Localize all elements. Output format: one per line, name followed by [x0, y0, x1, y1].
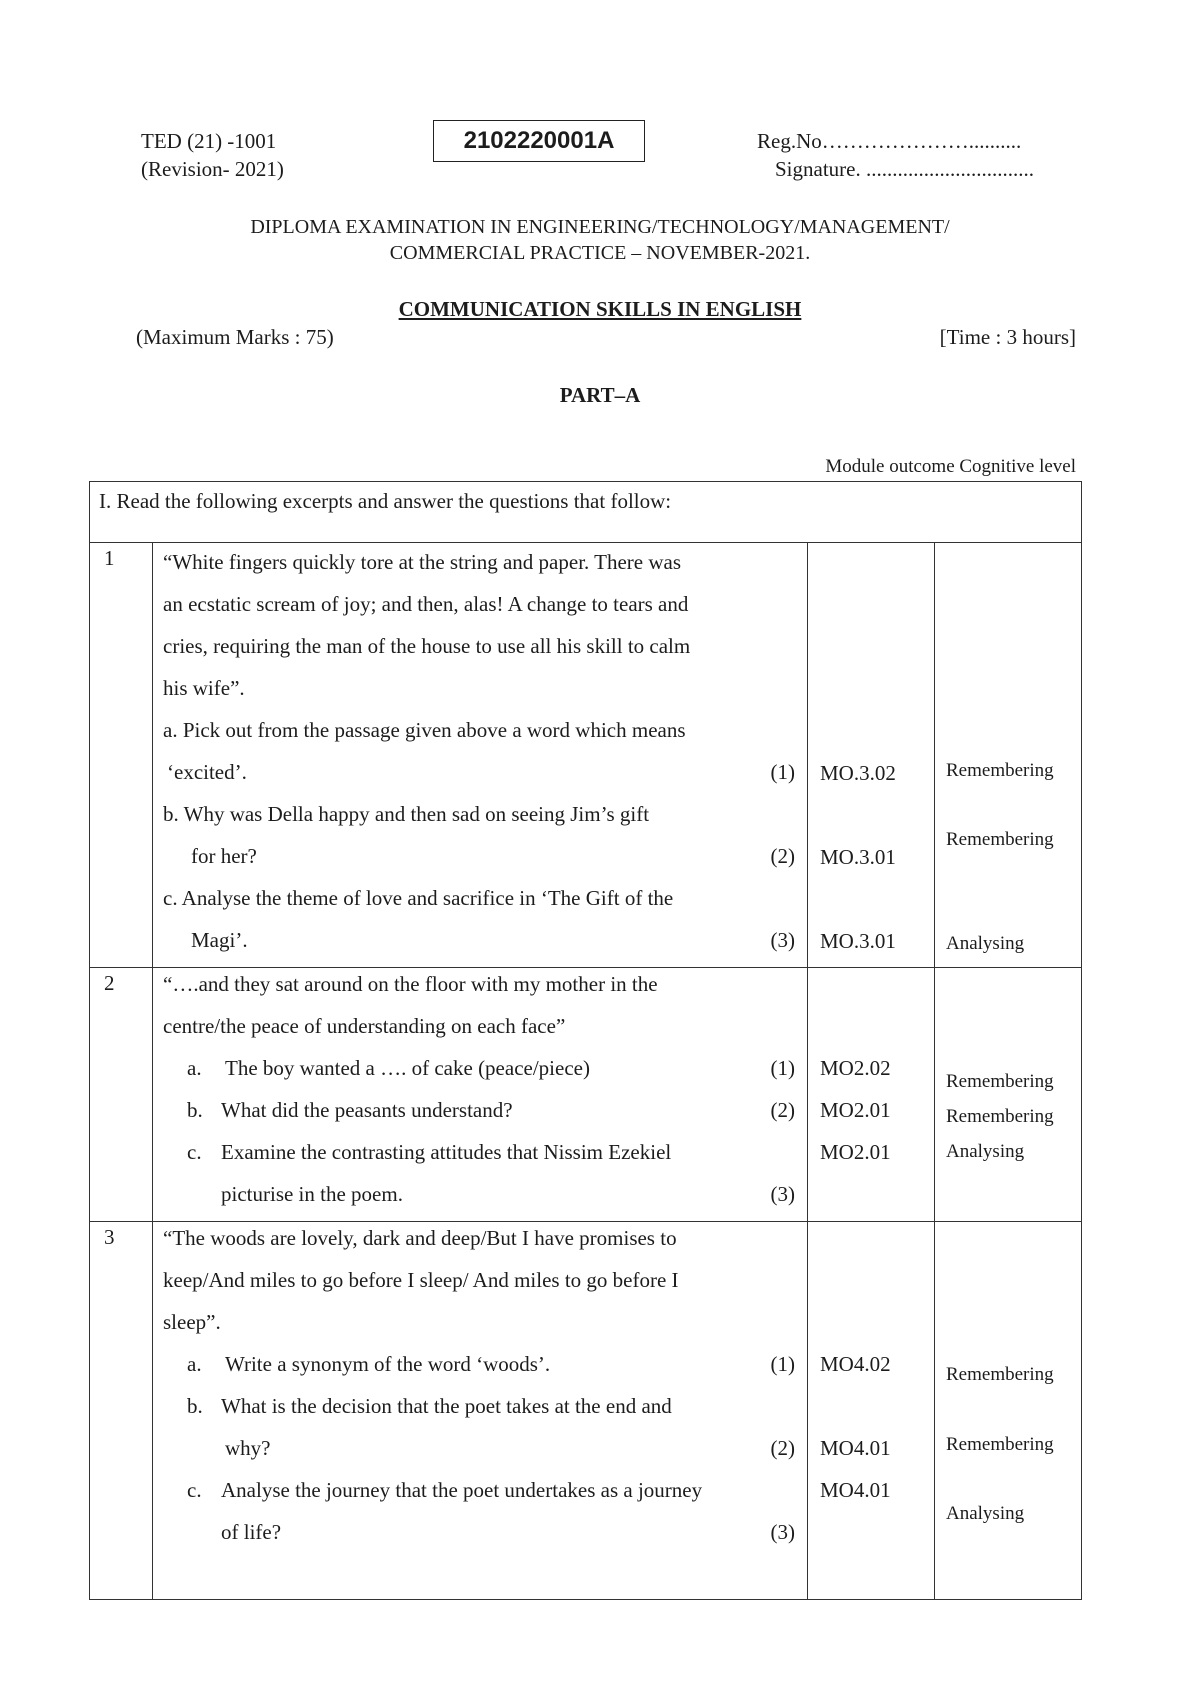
subject-title: COMMUNICATION SKILLS IN ENGLISH [398, 297, 802, 321]
excerpt-line: his wife”. [163, 676, 245, 700]
module-outcome: MO2.01 [820, 1098, 891, 1122]
excerpt-line: sleep”. [163, 1310, 221, 1334]
marks: (2) [770, 844, 795, 868]
module-outcome: MO4.01 [820, 1436, 891, 1460]
marks: (1) [770, 1056, 795, 1080]
question-part-text: Write a synonym of the word ‘woods’. [225, 1352, 551, 1376]
part-label: c. [187, 1478, 202, 1502]
module-outcome-cell [808, 1222, 935, 1600]
question-part-text: ‘excited’. [167, 760, 247, 784]
module-outcome: MO.3.01 [820, 845, 896, 869]
maximum-marks: (Maximum Marks : 75) [136, 325, 334, 349]
cognitive-level-cell [935, 968, 1082, 1222]
exam-title [0, 214, 1200, 266]
time-allowed: [Time : 3 hours] [939, 325, 1076, 349]
marks: (2) [770, 1436, 795, 1460]
cognitive-level-cell [935, 543, 1082, 968]
question-text-cell [153, 543, 808, 968]
cognitive-level: Analysing [946, 1141, 1025, 1162]
cognitive-level: Remembering [946, 1106, 1054, 1127]
excerpt-line: cries, requiring the man of the house to use all his skill to calm [163, 634, 691, 658]
section-instruction: I. Read the following excerpts and answer the questions that follow: [90, 482, 1082, 543]
question-part-text: What is the decision that the poet takes at the end and [221, 1394, 672, 1418]
part-label: b. [187, 1098, 203, 1122]
question-paper-code: 2102220001A [433, 120, 645, 162]
module-outcome: MO.3.01 [820, 929, 896, 953]
question-part-text: of life? [221, 1520, 282, 1544]
cognitive-level-cell [935, 1222, 1082, 1600]
question-table [89, 481, 1082, 1600]
excerpt-line: keep/And miles to go before I sleep/ And miles to go before I [163, 1268, 679, 1292]
marks: (3) [770, 1182, 795, 1206]
course-code: TED (21) -1001 [141, 129, 277, 153]
cognitive-level: Remembering [946, 760, 1054, 781]
part-label: a. [187, 1056, 202, 1080]
module-outcome: MO2.02 [820, 1056, 891, 1080]
question-part-text: a. Pick out from the passage given above a word which means [163, 718, 686, 742]
exam-title-line-1: DIPLOMA EXAMINATION IN ENGINEERING/TECHNOLOGY/MANAGEMENT/ [250, 216, 950, 238]
module-outcome: MO4.01 [820, 1478, 891, 1502]
table-row [90, 482, 1082, 543]
module-outcome-cell [808, 543, 935, 968]
cognitive-level: Remembering [946, 1071, 1054, 1092]
table-row [90, 543, 1082, 968]
marks: (2) [770, 1098, 795, 1122]
marks: (1) [770, 1352, 795, 1376]
cognitive-level: Analysing [946, 1503, 1025, 1524]
column-heading: Module outcome Cognitive level [825, 456, 1076, 477]
marks: (1) [770, 760, 795, 784]
signature-field: Signature. ................................ [775, 157, 1034, 181]
question-part-text: why? [225, 1436, 271, 1460]
cognitive-level: Remembering [946, 1434, 1054, 1455]
excerpt-line: “White fingers quickly tore at the string and paper. There was [163, 550, 682, 574]
question-part-text: picturise in the poem. [221, 1182, 403, 1206]
revision-label: (Revision- 2021) [141, 157, 284, 181]
question-part-text: Analyse the journey that the poet undertakes as a journey [221, 1478, 703, 1502]
question-number: 3 [104, 1225, 115, 1249]
marks: (3) [770, 1520, 795, 1544]
table-row [90, 1222, 1082, 1600]
question-text-cell [153, 1222, 808, 1600]
excerpt-line: “….and they sat around on the floor with my mother in the [163, 972, 658, 996]
question-part-text: b. Why was Della happy and then sad on seeing Jim’s gift [163, 802, 650, 826]
cognitive-level: Analysing [946, 933, 1025, 954]
excerpt-line: “The woods are lovely, dark and deep/But I have promises to [163, 1226, 677, 1250]
question-part-text: The boy wanted a …. of cake (peace/piece) [225, 1056, 590, 1080]
cognitive-level: Remembering [946, 1364, 1054, 1385]
marks: (3) [770, 928, 795, 952]
question-part-text: Magi’. [191, 928, 248, 952]
question-part-text: c. Analyse the theme of love and sacrifice in ‘The Gift of the [163, 886, 674, 910]
table-row [90, 968, 1082, 1222]
part-label: b. [187, 1394, 203, 1418]
part-heading: PART–A [559, 383, 641, 407]
module-outcome: MO.3.02 [820, 761, 896, 785]
exam-title-line-2: COMMERCIAL PRACTICE – NOVEMBER-2021. [389, 242, 811, 264]
question-number: 1 [104, 546, 115, 570]
part-label: a. [187, 1352, 202, 1376]
module-outcome-cell [808, 968, 935, 1222]
excerpt-line: an ecstatic scream of joy; and then, alas! A change to tears and [163, 592, 689, 616]
cognitive-level: Remembering [946, 829, 1054, 850]
part-label: c. [187, 1140, 202, 1164]
question-number: 2 [104, 971, 115, 995]
question-part-text: What did the peasants understand? [221, 1098, 513, 1122]
question-part-text: for her? [191, 844, 257, 868]
reg-no-field: Reg.No………………….......... [757, 129, 1022, 153]
excerpt-line: centre/the peace of understanding on each face” [163, 1014, 566, 1038]
module-outcome: MO4.02 [820, 1352, 891, 1376]
question-text-cell [153, 968, 808, 1222]
question-part-text: Examine the contrasting attitudes that Nissim Ezekiel [221, 1140, 672, 1164]
module-outcome: MO2.01 [820, 1140, 891, 1164]
